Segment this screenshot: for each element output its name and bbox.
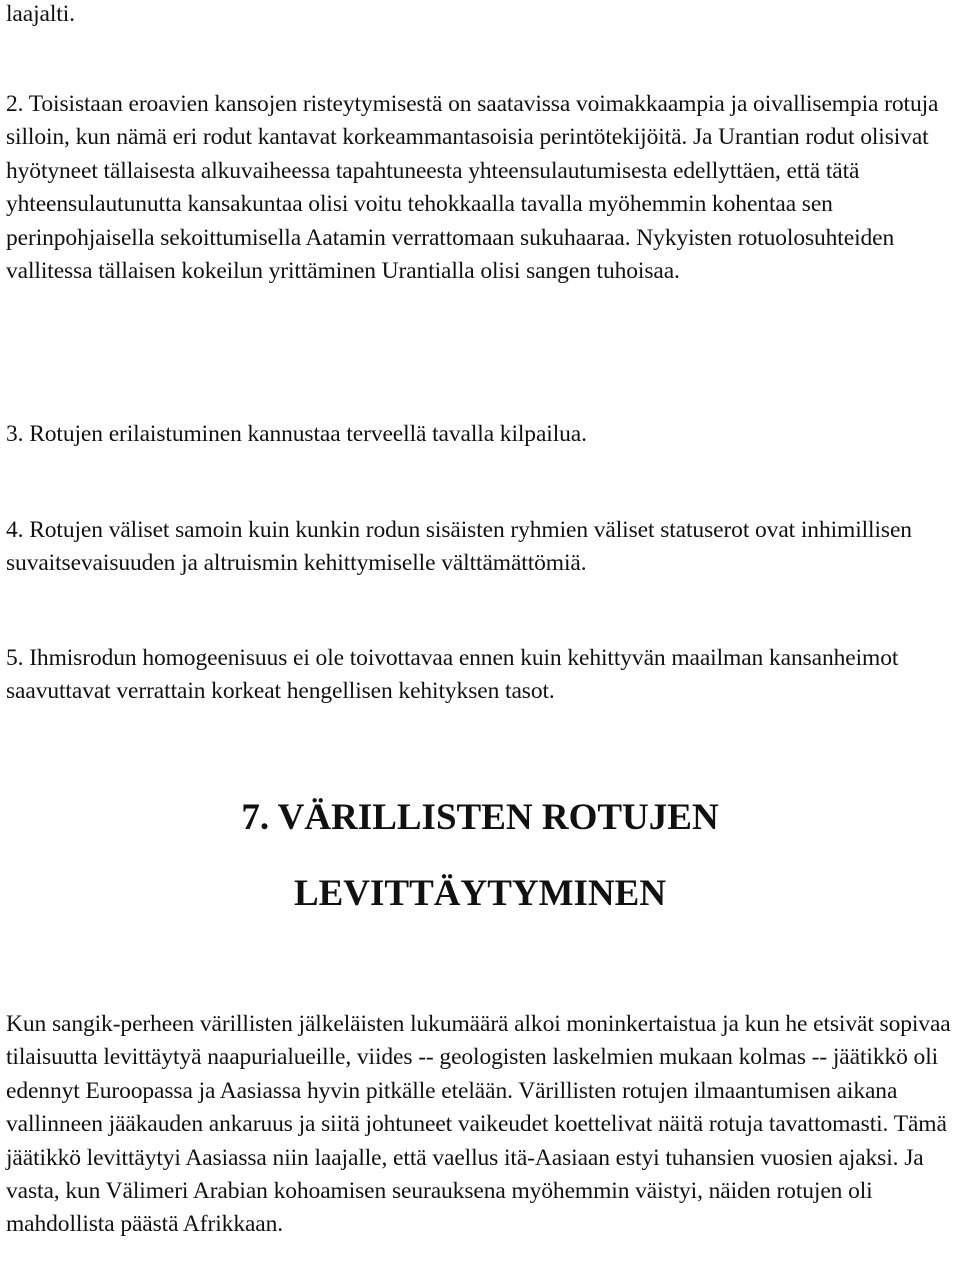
section-heading-line-2: LEVITTÄYTYMINEN: [293, 873, 667, 914]
body-paragraph: Kun sangik-perheen värillisten jälkeläisten lukumäärä alkoi moninkertaistua ja kun he etsivät sopivaa tilaisuutta levittäytyä naapurialueille, viides -- geologisten laskelmien mukaan kolmas -- jäätikkö oli edennyt Euroopassa ja Aasiassa hyvin pitkälle etelään. Värillisten rotujen ilmaantumisen aikana vallinneen jääkauden ankaruus ja siitä johtuneet vaikeudet koettelivat näitä rotuja tavattomasti. Tämä jäätikkö levittäytyi Aasiassa niin laajalle, että vaellus itä-Aasiaan estyi tuhansien vuosien ajaksi. Ja vasta, kun Välimeri Arabian kohoamisen seurauksena myöhemmin väistyi, näiden rotujen oli mahdollista päästä Afrikkaan.: [6, 1011, 951, 1238]
section-heading-line-1: 7. VÄRILLISTEN ROTUJEN: [241, 797, 719, 838]
list-item-3: 3. Rotujen erilaistuminen kannustaa terveellä tavalla kilpailua.: [6, 421, 587, 447]
list-item-5: 5. Ihmisrodun homogeenisuus ei ole toivottavaa ennen kuin kehittyvän maailman kansanheimot saavuttavat verrattain korkeat hengellisen kehityksen tasot.: [6, 645, 899, 705]
list-item-2: 2. Toisistaan eroavien kansojen risteytymisestä on saatavissa voimakkaampia ja oivallisempia rotuja silloin, kun nämä eri rodut kantavat korkeammantasoisia perintötekijöitä. Ja Urantian rodut olisivat hyötyneet tällaisesta alkuvaiheessa tapahtuneesta yhteensulautumisesta edellyttäen, että tätä yhteensulautunutta kansakuntaa olisi voitu tehokkaalla tavalla myöhemmin kohentaa sen perinpohjaisella sekoittumisella Aatamin verrattomaan sukuhaaraa. Nykyisten rotuolosuhteiden vallitessa tällaisen kokeilun yrittäminen Urantialla olisi sangen tuhoisaa.: [6, 91, 939, 285]
continued-text-fragment: laajalti.: [6, 1, 75, 27]
list-item-4: 4. Rotujen väliset samoin kuin kunkin rodun sisäisten ryhmien väliset statuserot ovat inhimillisen suvaitsevaisuuden ja altruismin kehittymiselle välttämättömiä.: [6, 517, 912, 577]
